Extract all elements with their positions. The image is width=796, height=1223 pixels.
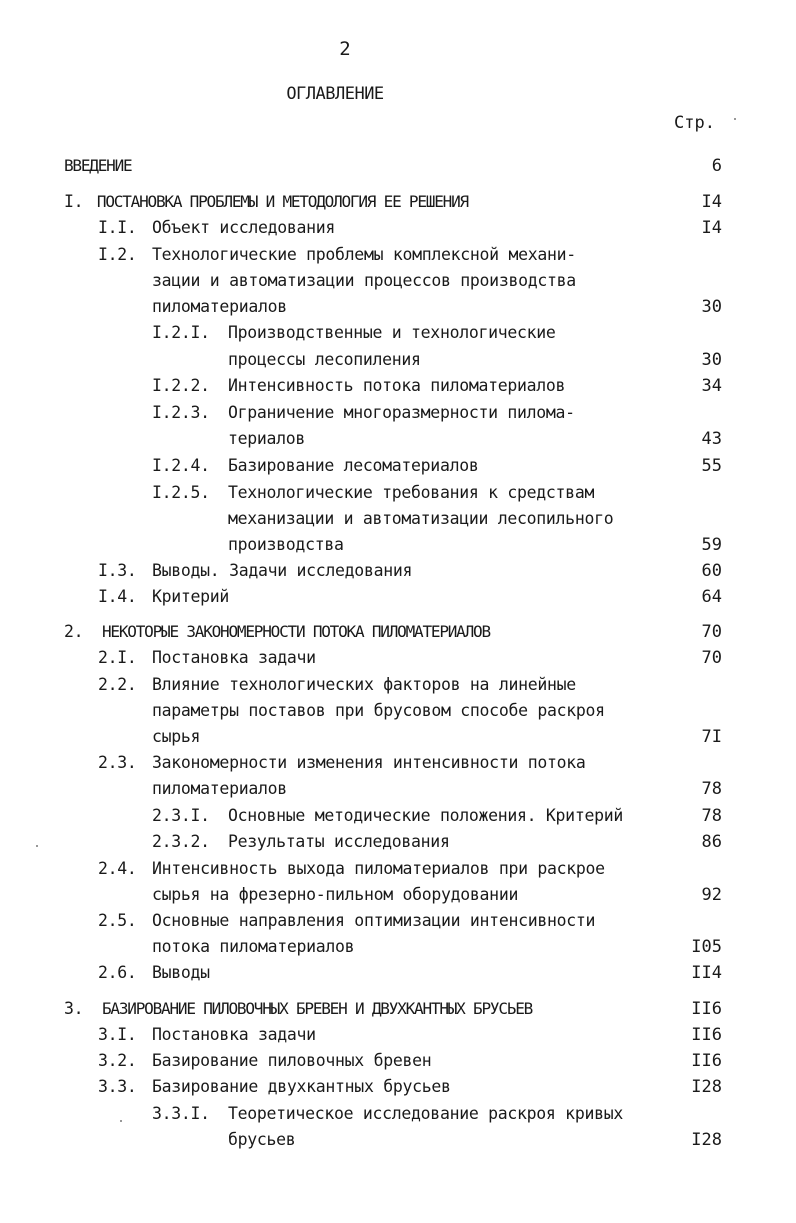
section-title: Критерий <box>152 587 230 606</box>
section-number: 2.2. <box>98 675 137 694</box>
section-number: I.3. <box>98 561 137 580</box>
toc-entry-3-3-1[interactable] <box>152 1104 623 1123</box>
section-title: Базирование лесоматериалов <box>228 456 479 475</box>
section-number: 2.3. <box>98 753 137 772</box>
toc-page-chapter-3: II6 <box>691 999 722 1019</box>
section-number: 3.2. <box>98 1051 137 1070</box>
toc-page-1-2-5: 59 <box>701 535 722 555</box>
scan-speck <box>120 1120 122 1122</box>
toc-entry-1-2[interactable] <box>98 245 576 264</box>
toc-entry-2-1[interactable] <box>98 648 316 667</box>
toc-entry-1-2-4[interactable] <box>152 456 478 475</box>
toc-page-1-2: 30 <box>701 297 722 317</box>
toc-entry-chapter-2[interactable] <box>64 622 490 641</box>
toc-entry-1-3[interactable] <box>98 561 412 580</box>
section-title-line: параметры поставов при брусовом способе раскроя <box>152 701 605 720</box>
section-number: 2.3.I. <box>152 806 210 825</box>
section-title: Базирование двухкантных брусьев <box>152 1077 451 1096</box>
toc-entry-3-3[interactable] <box>98 1077 451 1096</box>
section-number: 2. <box>64 622 84 641</box>
section-number: I.I. <box>98 218 137 237</box>
toc-page-1-1: I4 <box>701 218 722 238</box>
section-number: I.2.4. <box>152 456 210 475</box>
toc-page-2-5: I05 <box>691 937 722 957</box>
toc-page-2-3-1: 78 <box>701 806 722 826</box>
toc-entry-chapter-3[interactable] <box>64 999 532 1018</box>
section-title-line: брусьев <box>228 1130 296 1149</box>
section-title: Базирование пиловочных бревен <box>152 1051 432 1070</box>
section-number: 2.I. <box>98 648 137 667</box>
section-number: I. <box>64 192 84 211</box>
toc-entry-2-5[interactable] <box>98 911 595 930</box>
section-title-line: сырья <box>152 727 201 746</box>
page-number: 2 <box>339 38 351 60</box>
section-number: I.2.5. <box>152 483 210 502</box>
toc-page-2-1: 70 <box>701 648 722 668</box>
section-title: ПОСТАНОВКА ПРОБЛЕМЫ И МЕТОДОЛОГИЯ ЕЕ РЕШЕНИЯ <box>96 192 468 211</box>
toc-entry-2-4[interactable] <box>98 859 605 878</box>
toc-page-1-4: 64 <box>701 587 722 607</box>
section-number: 3. <box>64 999 84 1018</box>
section-number: I.4. <box>98 587 137 606</box>
toc-entry-3-2[interactable] <box>98 1051 431 1070</box>
toc-page-chapter-2: 70 <box>701 622 722 642</box>
toc-entry-2-6[interactable] <box>98 963 210 982</box>
page-column-label: Стр. <box>674 113 715 133</box>
toc-title: ОГЛАВЛЕНИЕ <box>286 84 384 104</box>
toc-entry-1-2-3[interactable] <box>152 403 575 422</box>
toc-page-2-3: 78 <box>701 779 722 799</box>
section-title: Постановка задачи <box>152 648 316 667</box>
section-number: I.2.3. <box>152 403 210 422</box>
toc-entry-1-2-2[interactable] <box>152 376 565 395</box>
toc-entry-chapter-1[interactable] <box>64 192 468 211</box>
toc-page-3-3: I28 <box>691 1077 722 1097</box>
toc-page-2-2: 7I <box>701 727 722 747</box>
section-number: 3.3. <box>98 1077 137 1096</box>
toc-entry-intro[interactable]: ВВЕДЕНИЕ <box>64 156 132 175</box>
toc-page-intro: 6 <box>711 156 722 176</box>
toc-page-1-2-2: 34 <box>701 376 722 396</box>
toc-entry-1-1[interactable] <box>98 218 335 237</box>
toc-page-1-2-4: 55 <box>701 456 722 476</box>
section-number: I.2. <box>98 245 137 264</box>
toc-entry-3-1[interactable] <box>98 1025 316 1044</box>
section-title-line: процессы лесопиления <box>228 350 421 369</box>
toc-page-3-2: II6 <box>691 1051 722 1071</box>
toc-page-chapter-1: I4 <box>701 192 722 212</box>
section-title-line: Технологические проблемы комплексной механи- <box>152 245 576 264</box>
section-title-line: Влияние технологических факторов на линейные <box>152 675 576 694</box>
section-title-line: зации и автоматизации процессов производства <box>152 271 576 290</box>
section-title-line: производства <box>228 535 344 554</box>
section-number: I.2.2. <box>152 376 210 395</box>
section-title-line: Интенсивность выхода пиломатериалов при раскрое <box>152 859 605 878</box>
scan-speck <box>734 118 736 120</box>
toc-entry-2-3-1[interactable] <box>152 806 623 825</box>
section-title-line: пиломатериалов <box>152 297 287 316</box>
section-title-line: потока пиломатериалов <box>152 937 355 956</box>
section-number: 2.3.2. <box>152 832 210 851</box>
section-title: Постановка задачи <box>152 1025 316 1044</box>
section-title: Выводы. Задачи исследования <box>152 561 413 580</box>
toc-page-3-1: II6 <box>691 1025 722 1045</box>
toc-entry-2-2[interactable] <box>98 675 576 694</box>
section-number: 2.4. <box>98 859 137 878</box>
toc-entry-1-2-1[interactable] <box>152 323 556 342</box>
section-number: 3.I. <box>98 1025 137 1044</box>
section-title-line: Производственные и технологические <box>228 323 556 342</box>
toc-entry-1-2-5[interactable] <box>152 483 594 502</box>
section-title: Выводы <box>152 963 210 982</box>
toc-page-2-3-2: 86 <box>701 832 722 852</box>
section-title-line: сырья на фрезерно-пильном оборудовании <box>152 885 519 904</box>
section-title-line: Закономерности изменения интенсивности потока <box>152 753 586 772</box>
section-title: БАЗИРОВАНИЕ ПИЛОВОЧНЫХ БРЕВЕН И ДВУХКАНТНЫХ БРУСЬЕВ <box>102 999 533 1018</box>
section-title: Основные методические положения. Критерий <box>228 806 623 825</box>
toc-entry-2-3[interactable] <box>98 753 586 772</box>
toc-entry-2-3-2[interactable] <box>152 832 450 851</box>
section-number: 2.5. <box>98 911 137 930</box>
toc-page-2-6: II4 <box>691 963 722 983</box>
section-title: Результаты исследования <box>228 832 450 851</box>
section-title-line: механизации и автоматизации лесопильного <box>228 509 614 528</box>
section-number: 3.3.I. <box>152 1104 210 1123</box>
section-title: НЕКОТОРЫЕ ЗАКОНОМЕРНОСТИ ПОТОКА ПИЛОМАТЕРИАЛОВ <box>102 622 490 641</box>
section-title-line: Основные направления оптимизации интенсивности <box>152 911 596 930</box>
section-title-line: Ограничение многоразмерности пилома- <box>228 403 575 422</box>
section-number: I.2.I. <box>152 323 210 342</box>
section-title-line: пиломатериалов <box>152 779 287 798</box>
section-title-line: териалов <box>228 429 306 448</box>
toc-page-3-3-1: I28 <box>691 1130 722 1150</box>
toc-page-1-2-1: 30 <box>701 350 722 370</box>
section-title-line: Технологические требования к средствам <box>228 483 595 502</box>
section-title: Интенсивность потока пиломатериалов <box>228 376 566 395</box>
toc-page-1-3: 60 <box>701 561 722 581</box>
scan-speck <box>36 845 38 847</box>
toc-page-1-2-3: 43 <box>701 429 722 449</box>
toc-page-2-4: 92 <box>701 885 722 905</box>
section-title: Объект исследования <box>152 218 336 237</box>
toc-entry-1-4[interactable] <box>98 587 229 606</box>
section-title-line: Теоретическое исследование раскроя кривых <box>228 1104 623 1123</box>
section-number: 2.6. <box>98 963 137 982</box>
